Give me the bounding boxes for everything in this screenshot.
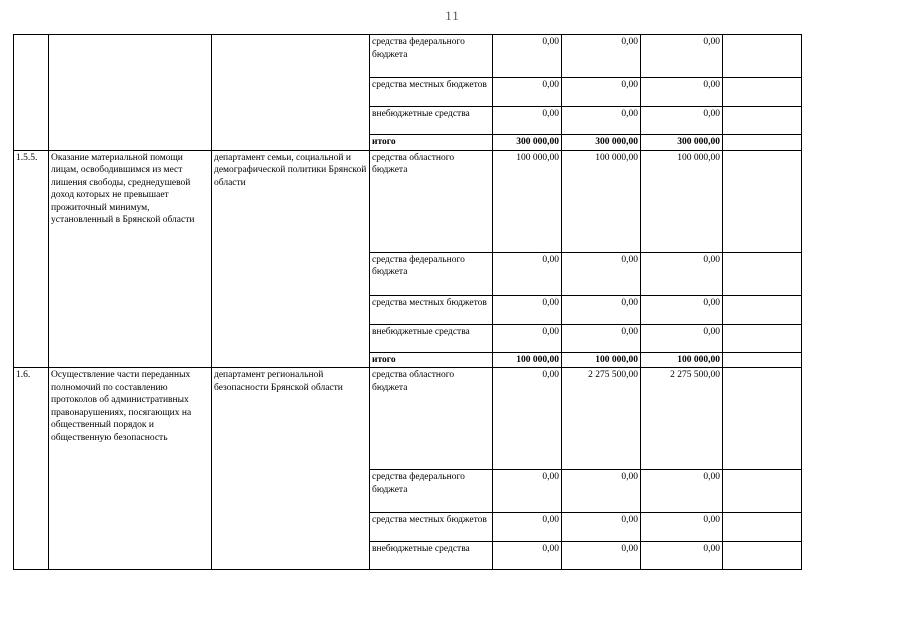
note-cell <box>723 135 802 151</box>
total-year-1: 100 000,00 <box>493 352 562 368</box>
executor-cell <box>212 35 370 151</box>
event-name-cell <box>49 35 212 151</box>
amount-year-3: 0,00 <box>641 324 723 352</box>
amount-year-2: 2 275 500,00 <box>562 368 641 470</box>
amount-year-3: 0,00 <box>641 78 723 107</box>
amount-year-1: 0,00 <box>493 324 562 352</box>
note-cell <box>723 542 802 570</box>
source-label: средства местных бюджетов <box>370 295 493 324</box>
amount-year-3: 0,00 <box>641 107 723 135</box>
amount-year-2: 0,00 <box>562 35 641 78</box>
table-row <box>14 35 802 78</box>
source-label: внебюджетные средства <box>370 107 493 135</box>
amount-year-1: 0,00 <box>493 107 562 135</box>
amount-year-3: 0,00 <box>641 295 723 324</box>
executor-cell: департамент региональной безопасности Брянской области <box>212 368 370 570</box>
amount-year-3: 0,00 <box>641 513 723 542</box>
source-label: средства местных бюджетов <box>370 78 493 107</box>
source-label: средства федерального бюджета <box>370 470 493 513</box>
table-row <box>14 368 802 470</box>
note-cell <box>723 107 802 135</box>
source-label: средства федерального бюджета <box>370 35 493 78</box>
amount-year-3: 100 000,00 <box>641 150 723 252</box>
note-cell <box>723 352 802 368</box>
amount-year-3: 2 275 500,00 <box>641 368 723 470</box>
source-label: внебюджетные средства <box>370 542 493 570</box>
total-label: итого <box>370 352 493 368</box>
index-cell: 1.5.5. <box>14 150 49 368</box>
source-label: средства федерального бюджета <box>370 252 493 295</box>
amount-year-3: 0,00 <box>641 542 723 570</box>
amount-year-1: 0,00 <box>493 368 562 470</box>
amount-year-1: 0,00 <box>493 513 562 542</box>
source-label: средства местных бюджетов <box>370 513 493 542</box>
amount-year-3: 0,00 <box>641 470 723 513</box>
total-label: итого <box>370 135 493 151</box>
amount-year-2: 0,00 <box>562 542 641 570</box>
note-cell <box>723 470 802 513</box>
note-cell <box>723 295 802 324</box>
index-cell <box>14 35 49 151</box>
amount-year-2: 0,00 <box>562 324 641 352</box>
amount-year-3: 0,00 <box>641 35 723 78</box>
amount-year-1: 0,00 <box>493 252 562 295</box>
source-label: средства областного бюджета <box>370 150 493 252</box>
amount-year-1: 0,00 <box>493 35 562 78</box>
total-year-2: 300 000,00 <box>562 135 641 151</box>
executor-cell: департамент семьи, социальной и демографической политики Брянской области <box>212 150 370 368</box>
event-name-cell: Осуществление части переданных полномочий по составлению протоколов об административных правонарушениях, посягающих на общественный порядок и общественную безопасность <box>49 368 212 570</box>
amount-year-1: 0,00 <box>493 542 562 570</box>
amount-year-2: 0,00 <box>562 470 641 513</box>
note-cell <box>723 78 802 107</box>
total-year-3: 300 000,00 <box>641 135 723 151</box>
amount-year-1: 0,00 <box>493 295 562 324</box>
note-cell <box>723 150 802 252</box>
amount-year-1: 100 000,00 <box>493 150 562 252</box>
page-number: 11 <box>445 8 460 23</box>
source-label: внебюджетные средства <box>370 324 493 352</box>
index-cell: 1.6. <box>14 368 49 570</box>
amount-year-2: 0,00 <box>562 78 641 107</box>
note-cell <box>723 513 802 542</box>
note-cell <box>723 35 802 78</box>
source-label: средства областного бюджета <box>370 368 493 470</box>
amount-year-2: 0,00 <box>562 513 641 542</box>
event-name-cell: Оказание материальной помощи лицам, освободившимся из мест лишения свободы, среднедушевой доход которых не превышает прожиточный минимум, установленный в Брянской области <box>49 150 212 368</box>
table-row <box>14 150 802 252</box>
budget-table <box>13 34 802 570</box>
total-year-3: 100 000,00 <box>641 352 723 368</box>
note-cell <box>723 324 802 352</box>
amount-year-2: 0,00 <box>562 107 641 135</box>
note-cell <box>723 368 802 470</box>
total-year-1: 300 000,00 <box>493 135 562 151</box>
amount-year-1: 0,00 <box>493 470 562 513</box>
note-cell <box>723 252 802 295</box>
amount-year-2: 0,00 <box>562 252 641 295</box>
amount-year-2: 0,00 <box>562 295 641 324</box>
amount-year-3: 0,00 <box>641 252 723 295</box>
total-year-2: 100 000,00 <box>562 352 641 368</box>
amount-year-2: 100 000,00 <box>562 150 641 252</box>
amount-year-1: 0,00 <box>493 78 562 107</box>
